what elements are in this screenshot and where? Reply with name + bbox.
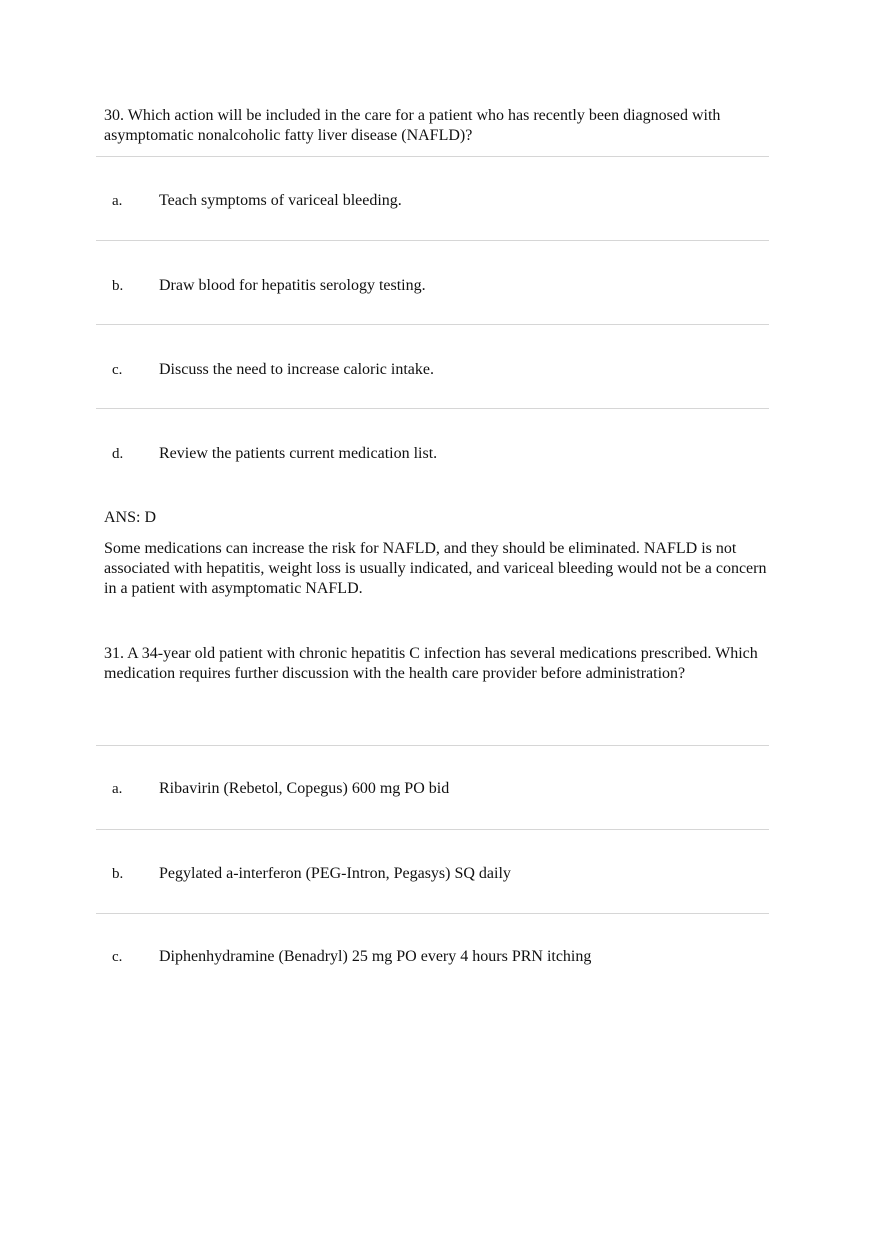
divider	[96, 408, 769, 409]
option-text: Review the patients current medication list.	[159, 445, 438, 462]
divider	[96, 240, 769, 241]
divider	[96, 913, 769, 914]
option-letter: d.	[112, 446, 124, 462]
option-letter: a.	[112, 781, 123, 797]
option-text: Pegylated a-interferon (PEG-Intron, Pegasys) SQ daily	[159, 865, 511, 882]
option-letter: c.	[112, 949, 123, 965]
divider	[96, 745, 769, 746]
divider	[96, 829, 769, 830]
option-text: Ribavirin (Rebetol, Copegus) 600 mg PO bid	[159, 780, 450, 797]
divider	[96, 324, 769, 325]
option-text: Diphenhydramine (Benadryl) 25 mg PO every 4 hours PRN itching	[159, 948, 592, 965]
option-letter: c.	[112, 362, 123, 378]
question-30-rationale: Some medications can increase the risk for NAFLD, and they should be eliminated. NAFLD is not associated with hepatitis, weight loss is usually indicated, and variceal bleeding would not be a concern in a patient with asymptomatic NAFLD.	[104, 540, 767, 597]
option-letter: b.	[112, 278, 124, 294]
option-text: Discuss the need to increase caloric intake.	[159, 361, 434, 378]
question-31-stem: 31. A 34-year old patient with chronic hepatitis C infection has several medications prescribed. Which medication requires further discussion with the health care provider before administration?	[104, 645, 758, 682]
question-30-answer: ANS: D	[104, 509, 157, 526]
option-letter: a.	[112, 193, 123, 209]
question-30-stem: 30. Which action will be included in the care for a patient who has recently been diagnosed with asymptomatic nonalcoholic fatty liver disease (NAFLD)?	[104, 107, 721, 144]
option-text: Draw blood for hepatitis serology testing.	[159, 277, 426, 294]
option-text: Teach symptoms of variceal bleeding.	[159, 192, 402, 209]
option-letter: b.	[112, 866, 124, 882]
divider	[96, 156, 769, 157]
